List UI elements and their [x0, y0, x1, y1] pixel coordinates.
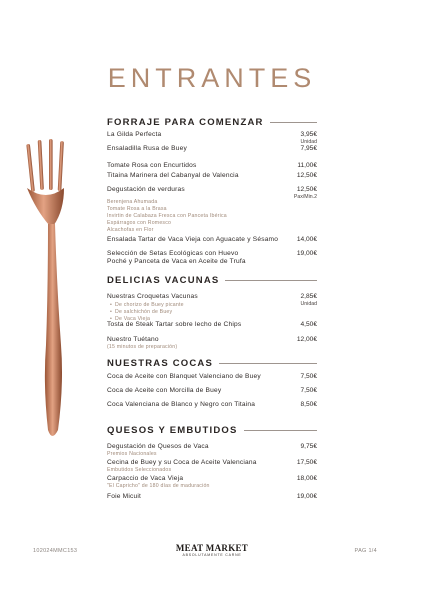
menu-item: Carpaccio de Vaca Vieja 18,00€ "El Capricho" de 180 días de maduración: [107, 475, 317, 489]
menu-item: Tomate Rosa con Encurtidos 11,00€: [107, 162, 317, 169]
section-heading: NUESTRAS COCAS: [107, 358, 317, 369]
item-detail: Premios Nacionales: [107, 451, 157, 457]
page-title: ENTRANTES: [107, 63, 317, 93]
heading-rule: [244, 430, 317, 431]
item-detail: "El Capricho" de 180 días de maduración: [107, 483, 210, 489]
item-detail: • De chorizo de Buey picante: [110, 302, 317, 309]
item-detail: Berenjena Ahumada: [107, 199, 158, 205]
menu-item: Coca de Aceite con Morcilla de Buey 7,50€: [107, 387, 317, 394]
menu-item: Ensaladilla Rusa de Buey 7,95€: [107, 145, 317, 152]
item-detail: • De Vaca Vieja: [110, 316, 317, 323]
menu-item: Cecina de Buey y su Coca de Aceite Valenciana 17,50€ Embutidos Seleccionados: [107, 459, 317, 473]
section-delicias: [107, 275, 317, 286]
menu-item: Nuestro Tuétano 12,00€ (15 minutos de preparación): [107, 336, 317, 350]
menu-item: Coca de Aceite con Blanquet Valenciano de Buey 7,50€: [107, 373, 317, 380]
section-heading: QUESOS Y EMBUTIDOS: [107, 425, 317, 436]
item-detail: (15 minutos de preparación): [107, 344, 178, 350]
menu-item: Titaina Marinera del Cabanyal de Valencia 12,50€: [107, 172, 317, 179]
menu-item: Selección de Setas Ecológicas con Huevo Poché y Panceta de Vaca en Aceite de Trufa 19,00€: [107, 250, 317, 265]
section-cocas: [107, 358, 317, 369]
menu-item: Foie Micuit 19,00€: [107, 493, 317, 500]
heading-rule: [270, 122, 317, 123]
menu-item: Degustación de verduras 12,50€ Pax/Min.2 Berenjena Ahumada Tomate Rosa a la Brasa Invirtin de Calabaza Fresca con Panceta Ibérica Espárragos con Romesco Alcachofas en Flor: [107, 186, 317, 233]
heading-rule: [219, 363, 317, 364]
section-heading: DELICIAS VACUNAS: [107, 275, 317, 286]
item-detail: • De salchichón de Buey: [110, 309, 317, 316]
document-code: 102024MMC153: [33, 548, 78, 554]
fork-illustration: [20, 130, 90, 450]
page-number: PAG 1/4: [354, 548, 377, 554]
menu-item: Nuestras Croquetas Vacunas 2,85€ Unidad • De chorizo de Buey picante • De salchichón de Buey • De Vaca Vieja: [107, 293, 317, 323]
item-detail: Alcachofas en Flor: [107, 227, 154, 233]
item-detail: Tomate Rosa a la Brasa: [107, 206, 167, 212]
section-quesos: [107, 425, 317, 436]
menu-item: Tosta de Steak Tartar sobre lecho de Chips 4,50€: [107, 321, 317, 328]
item-detail: Embutidos Seleccionados: [107, 467, 172, 473]
brand-logo: MEAT MARKET ABSOLUTAMENTE CARNE: [175, 543, 249, 557]
heading-rule: [225, 280, 317, 281]
menu-item: Coca Valenciana de Blanco y Negro con Titaina 8,50€: [107, 401, 317, 408]
item-detail: Espárragos con Romesco: [107, 220, 172, 226]
menu-item: La Gilda Perfecta 3,95€ Unidad: [107, 131, 317, 145]
menu-item: Ensalada Tartar de Vaca Vieja con Aguacate y Sésamo 14,00€: [107, 236, 317, 243]
menu-item: Degustación de Quesos de Vaca 9,75€ Premios Nacionales: [107, 443, 317, 457]
section-heading: FORRAJE PARA COMENZAR: [107, 117, 317, 128]
item-detail: Invirtin de Calabaza Fresca con Panceta Ibérica: [107, 213, 227, 219]
section-forraje: [107, 117, 317, 128]
